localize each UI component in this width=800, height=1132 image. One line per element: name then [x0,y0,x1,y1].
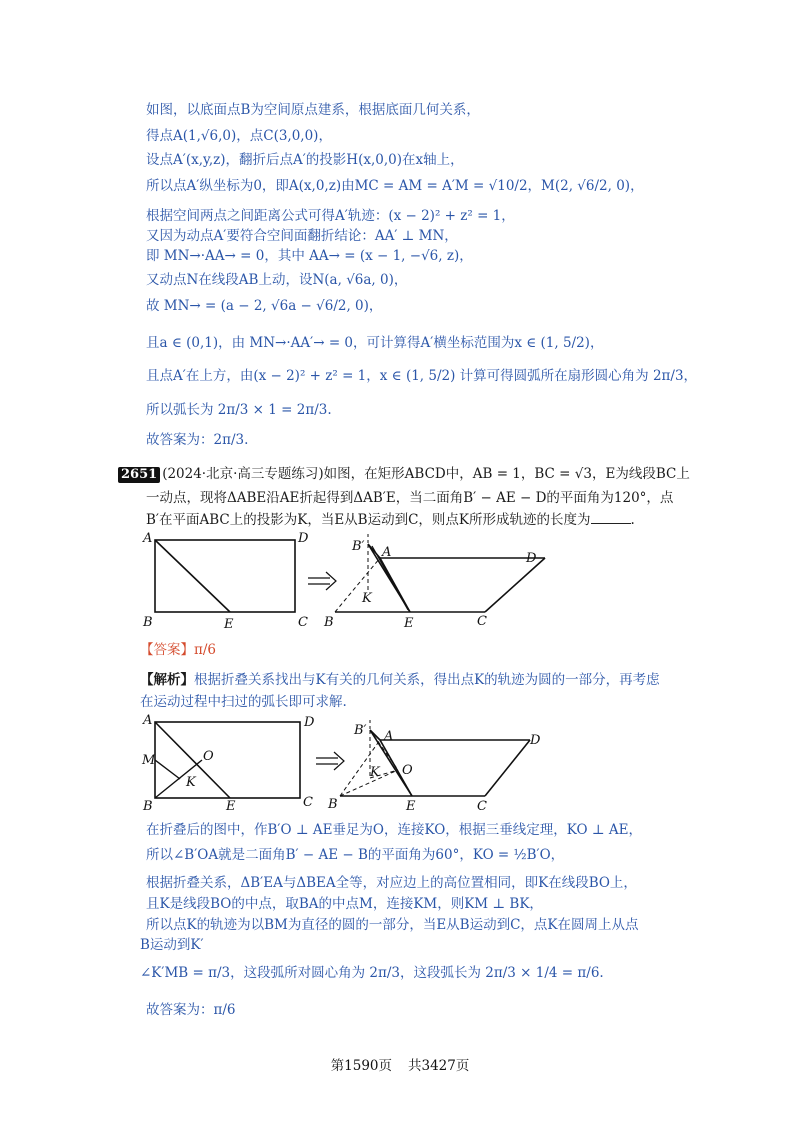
page-footer [0,1054,800,1074]
answer-value: π/6 [194,642,217,658]
prev-line-13: 故答案为：2π/3. [146,432,249,448]
figure-2 [140,712,560,812]
problem-line-2: 一动点，现将ΔABE沿AE折起得到ΔAB′E，当二面角B′ − AE − D的平面角为120°，点 [146,490,674,506]
prev-line-4: 所以点A′纵坐标为0，即A(x,0,z)由MC = AM = A′M = √10/2，M(2, √6/2, 0)， [146,178,644,194]
label-d-folded-2: D [530,733,541,748]
label-k-2: K [186,775,196,790]
page-total: 共3427页 [408,1058,470,1074]
segment-ae [155,540,230,612]
label-b: B [143,615,153,630]
answer-row [140,640,216,660]
prev-line-7: 即 MN→·AA→ = 0，其中 AA→ = (x − 1, −√6, z)， [146,248,473,264]
prev-line-5: 根据空间两点之间距离公式可得A′轨迹：(x − 2)² + z² = 1， [146,208,515,224]
label-e: E [224,617,234,632]
analysis-step-6: B运动到K′ [140,937,204,953]
label-d: D [298,531,309,546]
label-d-2: D [304,715,315,730]
rectangle-abcd-2 [155,722,300,798]
label-c-folded: C [477,614,487,629]
analysis-step-8: 故答案为：π/6 [146,1002,236,1018]
segment-mk [155,760,180,779]
label-o: O [203,749,214,764]
analysis-step-1: 在折叠后的图中，作B′O ⊥ AE垂足为O，连接KO，根据三垂线定理，KO ⊥ AE， [146,822,642,838]
analysis-step-3: 根据折叠关系，ΔB′EA与ΔBEA全等，对应边上的高位置相同，即K在线段BO上， [146,875,637,891]
label-b-2: B [143,799,153,812]
label-o-folded: O [402,763,413,778]
label-b-folded: B [324,615,334,630]
prev-line-3: 设点A′(x,y,z)，翻折后点A′的投影H(x,0,0)在x轴上， [146,152,464,168]
label-b-folded-2: B [328,797,338,812]
label-a: A [143,531,153,546]
label-a-2: A [143,713,153,728]
label-c-2: C [303,795,313,810]
label-a-folded-2: A [384,729,394,744]
answer-tag: 【答案】 [140,642,194,658]
folded-figure-2 [340,720,530,796]
analysis-step-5: 所以点K的轨迹为以BM为直径的圆的一部分，当E从B运动到C，点K在圆周上从点 [146,917,639,933]
analysis-line-2: 在运动过程中扫过的弧长即可求解. [140,694,347,710]
arrow-icon [308,572,336,590]
prev-line-6: 又因为动点A′要符合空间面翻折结论：AA′ ⊥ MN， [146,228,458,244]
analysis-step-4: 且K是线段BO的中点，取BA的中点M，连接KM，则KM ⊥ BK， [146,896,543,912]
label-k-folded-2: K [370,765,380,780]
problem-text-3: B′在平面ABC上的投影为K，当E从B运动到C，则点K所形成轨迹的长度为 [146,512,591,528]
prev-line-2: 得点A(1,√6,0)，点C(3,0,0)， [146,128,332,144]
label-c: C [298,615,308,630]
analysis-step-2: 所以∠B′OA就是二面角B′ − AE − B的平面角为60°，KO = ½B′O， [146,847,565,863]
problem-text-1: (2024·北京·高三专题练习)如图，在矩形ABCD中，AB = 1，BC = √3，E为线段BC上 [162,466,690,482]
prev-line-8: 又动点N在线段AB上动，设N(a, √6a, 0)， [146,272,408,288]
analysis-line-1 [140,670,660,690]
analysis-tag: 【解析】 [140,672,194,688]
prev-line-1: 如图，以底面点B为空间原点建系，根据底面几何关系， [146,102,480,118]
problem-number: 2651 [118,467,160,483]
prev-line-12: 所以弧长为 2π/3 × 1 = 2π/3. [146,402,332,418]
prev-line-10: 且a ∈ (0,1)，由 MN→·AA′→ = 0，可计算得A′横坐标范围为x ∈ (1, 5/2)， [146,335,604,351]
label-b-prime-2: B′ [354,723,367,738]
label-b-prime: B′ [352,539,365,554]
label-e-2: E [226,799,236,812]
arrow-icon-2 [316,752,344,770]
answer-blank [591,511,631,524]
problem-line-1 [118,464,690,484]
label-d-folded: D [526,551,537,566]
analysis-text-1: 根据折叠关系找出与K有关的几何关系，得出点K的轨迹为圆的一部分，再考虑 [194,672,660,688]
problem-line-3: B′在平面ABC上的投影为K，当E从B运动到C，则点K所形成轨迹的长度为 . [146,512,635,528]
figure-1 [140,530,560,640]
label-m: M [142,753,156,768]
page-number: 第1590页 [330,1058,392,1074]
label-e-folded: E [404,616,414,631]
label-a-folded: A [382,545,392,560]
label-e-folded-2: E [406,799,416,812]
label-c-folded-2: C [477,799,487,812]
prev-line-9: 故 MN→ = (a − 2, √6a − √6/2, 0)， [146,298,383,314]
rectangle-abcd [155,540,295,612]
label-k: K [362,591,372,606]
analysis-step-7: ∠K′MB = π/3，这段弧所对圆心角为 2π/3，这段弧长为 2π/3 × 1/4 = π/6. [140,965,604,981]
prev-line-11: 且点A′在上方，由(x − 2)² + z² = 1，x ∈ (1, 5/2) 计算可得圆弧所在扇形圆心角为 2π/3， [146,368,698,384]
